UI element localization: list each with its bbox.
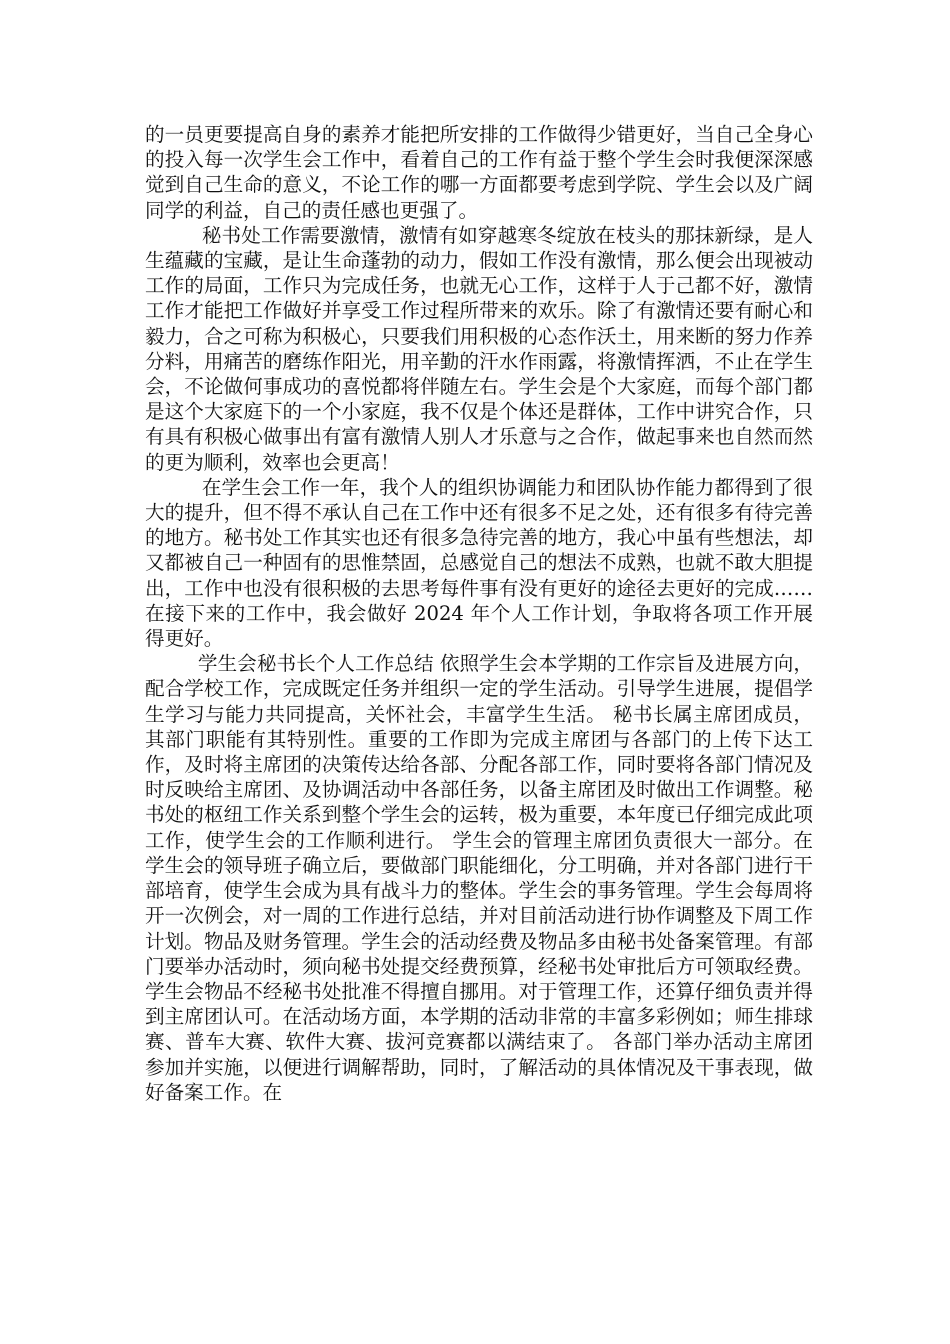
paragraph-2: 秘书处工作需要激情，激情有如穿越寒冬绽放在枝头的那抹新绿，是人生蕴藏的宝藏，是让生命蓬勃的动力，假如工作没有激情，那么便会出现被动工作的局面，工作只为完成任务，也就无心工作，这样于人于己都不好，激情工作才能把工作做好并享受工作过程所带来的欢乐。除了有激情还要有耐心和毅力，合之可称为积极心，只要我们用积极的心态作沃土，用来断的努力作养分料，用痛苦的磨练作阳光，用辛勤的汗水作雨露，将激情挥洒，不止在学生会，不论做何事成功的喜悦都将伴随左右。学生会是个大家庭，而每个部门都是这个大家庭下的一个小家庭，我不仅是个体还是群体，工作中讲究合作，只有具有积极心做事出有富有激情人别人才乐意与之合作，做起事来也自然而然的更为顺利，效率也会更高！ <box>145 223 813 474</box>
paragraph-4: 学生会秘书长个人工作总结 依照学生会本学期的工作宗旨及进展方向，配合学校工作，完成既定任务并组织一定的学生活动。引导学生进展，提倡学生学习与能力共同提高，关怀社会，丰富学生生活。 秘书长属主席团成员，其部门职能有其特别性。重要的工作即为完成主席团与各部门的上传下达工作，及时将主席团的决策传达给各部、分配各部工作，同时要将各部门情况及时反映给主席团、及协调活动中各部任务，以备主席团及时做出工作调整。秘书处的枢纽工作关系到整个学生会的运转，极为重要，本年度已仔细完成此项工作，使学生会的工作顺利进行。 学生会的管理主席团负责很大一部分。在学生会的领导班子确立后，要做部门职能细化，分工明确，并对各部门进行干部培育，使学生会成为具有战斗力的整体。学生会的事务管理。学生会每周将开一次例会，对一周的工作进行总结，并对目前活动进行协作调整及下周工作计划。物品及财务管理。学生会的活动经费及物品多由秘书处备案管理。有部门要举办活动时，须向秘书处提交经费预算，经秘书处审批后方可领取经费。学生会物品不经秘书处批准不得擅自挪用。对于管理工作，还算仔细负责并得到主席团认可。在活动场方面，本学期的活动非常的丰富多彩例如；师生排球赛、普车大赛、软件大赛、拔河竞赛都以满结束了。 各部门举办活动主席团参加并实施，以便进行调解帮助，同时，了解活动的具体情况及干事表现，做好备案工作。在 <box>145 652 813 1104</box>
paragraph-3: 在学生会工作一年，我个人的组织协调能力和团队协作能力都得到了很大的提升，但不得不承认自己在工作中还有很多不足之处，还有很多有待完善的地方。秘书处工作其实也还有很多急待完善的地方，我心中虽有些想法，却又都被自己一种固有的思惟禁固，总感觉自己的想法不成熟，也就不敢大胆提出，工作中也没有很积极的去思考每件事有没有更好的途径去更好的完成…… 在接下来的工作中，我会做好 2024 年个人工作计划，争取将各项工作开展得更好。 <box>145 475 813 651</box>
paragraph-1: 的一员更要提高自身的素养才能把所安排的工作做得少错更好，当自己全身心的投入每一次学生会工作中，看着自己的工作有益于整个学生会时我便深深感觉到自己生命的意义，不论工作的哪一方面都要考虑到学院、学生会以及广阔同学的利益，自己的责任感也更强了。 <box>145 123 813 222</box>
document-body <box>145 122 813 1105</box>
